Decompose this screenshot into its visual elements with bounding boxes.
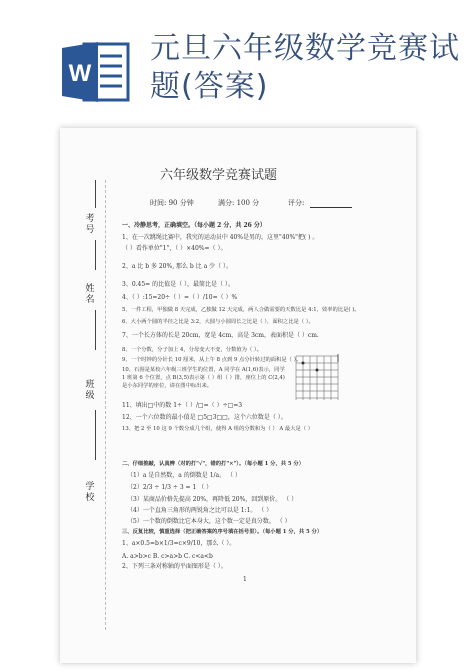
question-line: 9、一个时钟的分针长 10 厘米，从上午 8 点到 9 点分针转过的面积是（ ）。 xyxy=(122,357,302,363)
question-line: 4、（ ）:15=20÷（ ）=（ ）/10=（ ）% xyxy=(122,294,238,301)
exam-full-score: 满分: 100 分 xyxy=(218,199,260,207)
question-line: 12、一个六位数的最小值是 □5□3□□，这个六位数是（ ）。 xyxy=(122,414,287,421)
question-line: 6、大小两个圆的半径之比是 3:2，大圆与小圆周长之比是（ ），面积之比是（ ）。 xyxy=(122,319,314,325)
question-line: （5）一个数的倒数比它本身大，这个数一定是真分数。 （ ） xyxy=(127,518,291,525)
side-label-class: 班级 xyxy=(85,380,95,401)
question-line: 13、把 2 至 10 这 9 个数分成几个组，使得 A 组的分数和为（ ） A 最大是（ ） xyxy=(122,426,314,432)
word-document-icon xyxy=(62,40,132,104)
question-line: （1）a 是自然数，a 的倒数是 1/a。 （ ） xyxy=(127,472,241,479)
question-line: 1、a×0.5=b×1/3=c×9/10，那么（ ）。 xyxy=(122,540,236,547)
question-line: A. a>b>c B. c>a>b C. c<a<b xyxy=(122,553,213,560)
question-line: （2）2/3 ÷ 1/3 ÷ 3 = 1 （ ） xyxy=(127,484,213,491)
point-a xyxy=(302,362,305,365)
question-line: 2、下列三条对称轴的平面图形是（ ）。 xyxy=(122,563,227,570)
logo-letter: W xyxy=(68,60,92,87)
question-line: 2、a 比 b 多 20%, 那么 b 比 a 少（ ）。 xyxy=(122,263,232,270)
page-title: 元旦六年级数学竞赛试题(答案) xyxy=(150,31,460,104)
exam-score-label: 评分: xyxy=(288,199,305,207)
question-line: （3）某商品价格先提高 20%，再降低 20%，回到原价。 （ ） xyxy=(127,496,298,503)
question-line: （4）一个直角三角形的两锐角之比可以是 1:1。 （ ） xyxy=(127,507,273,514)
score-blank xyxy=(310,207,352,208)
side-label-exam-number: 考号 xyxy=(85,214,95,235)
question-line: 3、0.45= 的比值是（ ），最简比是（ ）。 xyxy=(122,281,234,288)
document-header xyxy=(0,0,474,120)
section-heading: 三、反复比较，慎重选择（把正确答案的序号填在括号里）。（每小题 1 分，共 5 分） xyxy=(122,529,323,535)
section-heading: 一、冷静思考，正确填空。（每小题 2 分，共 26 分） xyxy=(122,222,266,229)
exam-paper xyxy=(60,128,416,663)
question-line: 5、一件工程，甲独做 8 天完成，乙独做 12 天完成，两人合做需要的天数比是 4:1，效率的比是( )。 xyxy=(122,307,360,313)
exam-title: 六年级数学竞赛试题 xyxy=(160,168,278,183)
binding-dashed-line xyxy=(105,180,107,630)
seat-grid xyxy=(292,352,344,404)
divider-line xyxy=(95,240,96,270)
exam-time: 时间: 90 分钟 xyxy=(150,199,194,207)
point-b xyxy=(316,369,319,372)
question-line: 10、石围是某校六年级三班学生的位置，A 同学在 A(1,6)表示，同学 1 班第 6 个位置，点 B(3,5)表示第（ ）组（ ）排，座位上的 C(2,4)是小东同学的座位，请在图中标出来。 xyxy=(122,367,285,389)
question-line: （ ）看作单位"1"，（ ）×40%=（ ）。 xyxy=(122,245,227,252)
divider-line xyxy=(95,410,96,460)
divider-line xyxy=(95,180,96,208)
question-line: 7、一个长方体的长是 20cm，宽是 4cm，高是 3cm，表面积是（ ）cm. xyxy=(122,332,319,339)
question-line: 1、在一次跳绳比赛中，我究的运动员中 40%是男的，这里"40%"把( ) 。 xyxy=(122,234,319,241)
page-number: 1 xyxy=(243,576,247,583)
side-label-school: 学校 xyxy=(85,482,95,503)
question-line: 11、填出□中的数 1÷（ ）/□=（ ）÷□=3 xyxy=(122,402,243,409)
side-label-name: 姓名 xyxy=(85,284,95,305)
divider-line xyxy=(95,310,96,350)
question-line: 8、一个分数，分子加上 4，分母变大不变，分数值为（ ）。 xyxy=(122,347,262,353)
section-heading: 二、仔细推敲，认真辨（对的打"√"，错的打"×"）。（每小题 1 分，共 5 分） xyxy=(122,461,305,467)
